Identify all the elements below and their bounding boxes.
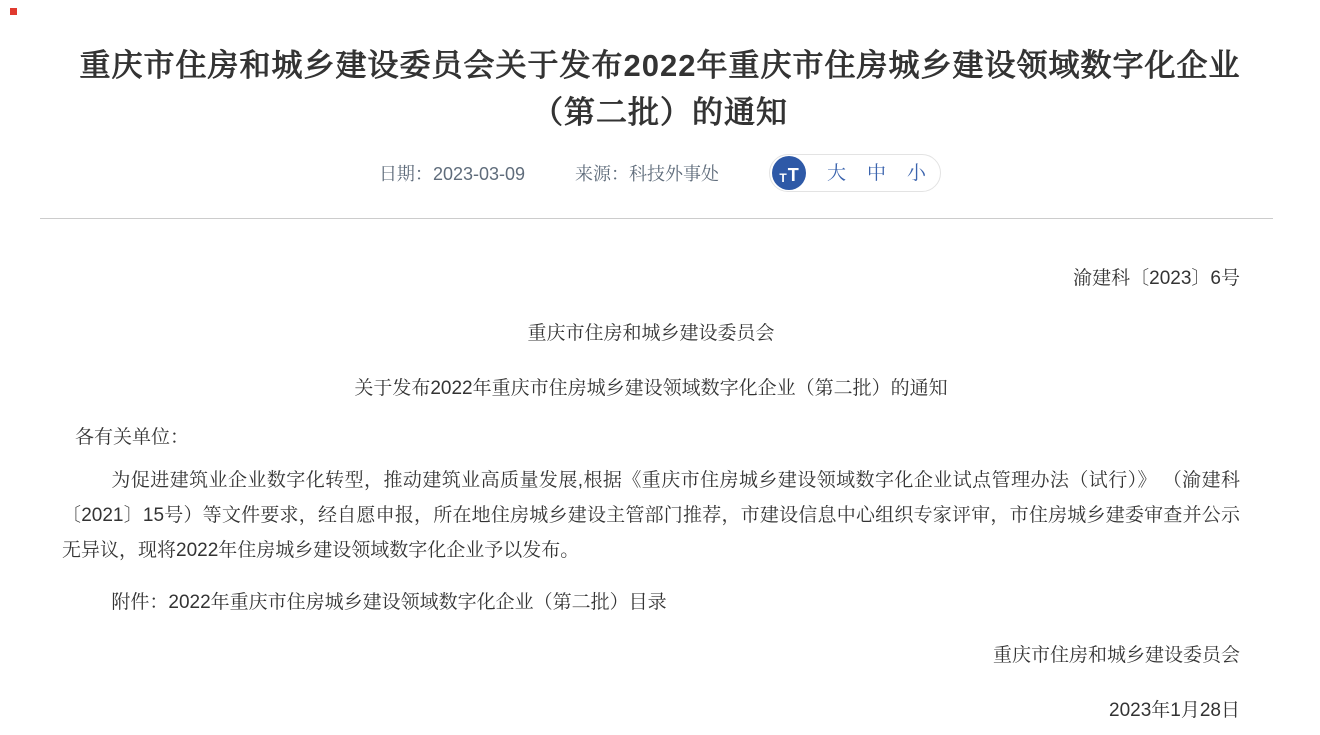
font-size-icon	[772, 156, 806, 190]
attachment-line: 附件：2022年重庆市住房城乡建设领域数字化企业（第二批）目录	[111, 592, 667, 613]
notice-subject: 关于发布2022年重庆市住房城乡建设领域数字化企业（第二批）的通知	[354, 378, 948, 399]
header-divider	[40, 218, 1273, 219]
font-size-small-button[interactable]: 小	[907, 162, 927, 184]
signature-date: 2023年1月28日	[1109, 700, 1240, 721]
source	[575, 160, 719, 186]
publish-date-label: 日期：	[378, 164, 433, 184]
source-label: 来源：	[575, 164, 630, 184]
font-size-large-button[interactable]: 大	[827, 162, 847, 184]
publish-date	[379, 160, 525, 186]
page-title: 重庆市住房和城乡建设委员会关于发布2022年重庆市住房城乡建设领域数字化企业（第二批）的通知	[79, 48, 1241, 130]
document-number: 渝建科〔2023〕6号	[1073, 268, 1240, 289]
notice-body	[0, 263, 1320, 722]
publish-date-value: 2023-03-09	[432, 164, 526, 184]
notice-paragraph: 为促进建筑业企业数字化转型，推动建筑业高质量发展,根据《重庆市住房城乡建设领域数字化企业试点管理办法（试行）》 （渝建科〔2021〕15号）等文件要求，经自愿申报，所在地住房城乡建设主管部门推荐，市建设信息中心组织专家评审，市住房城乡建委审查并公示无异议，现将2022年住房城乡建设领域数字化企业予以发布。	[62, 470, 1240, 561]
font-size-medium-button[interactable]: 中	[867, 162, 887, 184]
signature-org: 重庆市住房和城乡建设委员会	[992, 645, 1240, 666]
issuing-org: 重庆市住房和城乡建设委员会	[527, 323, 775, 344]
font-size-icon-small-t: T	[779, 171, 787, 185]
source-value: 科技外事处	[629, 164, 720, 184]
salutation: 各有关单位：	[75, 427, 190, 448]
font-size-widget	[769, 154, 941, 192]
font-size-icon-large-t: T	[787, 165, 799, 185]
meta-bar	[0, 154, 1320, 192]
red-dot-marker	[10, 8, 17, 15]
